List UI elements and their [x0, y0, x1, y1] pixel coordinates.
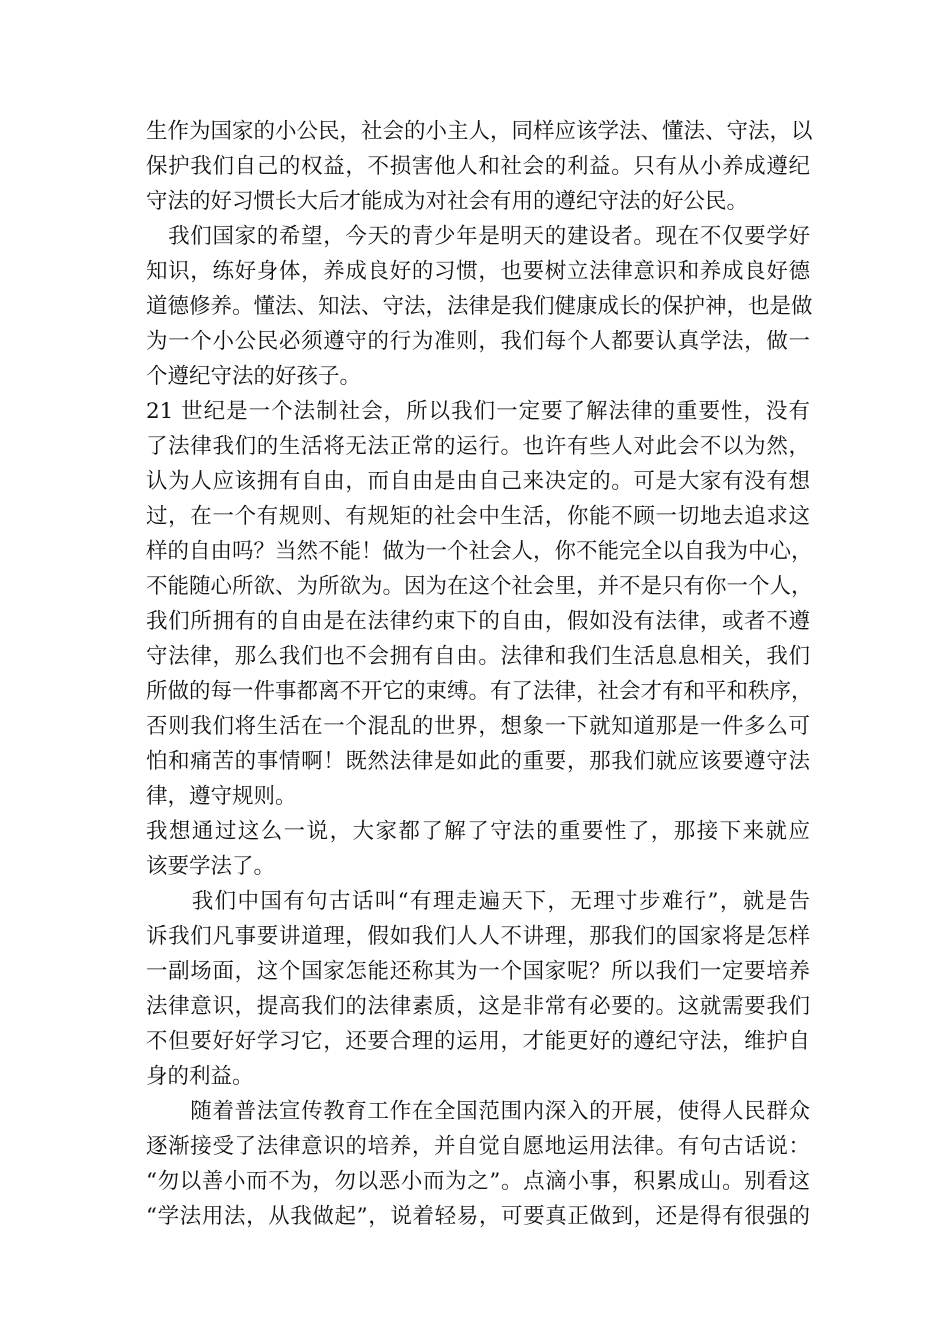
text-line: 知识，练好身体，养成良好的习惯，也要树立法律意识和养成良好德 — [146, 259, 810, 284]
text-line: 保护我们自己的权益，不损害他人和社会的利益。只有从小养成遵纪 — [146, 154, 810, 179]
text-line: “学法用法，从我做起”，说着轻易，可要真正做到，还是得有很强的 — [146, 1204, 810, 1229]
text-line: 我们中国有句古话叫“有理走遍天下，无理寸步难行”，就是告 — [146, 889, 810, 914]
text-line: 该要学法了。 — [146, 854, 276, 879]
text-line: 样的自由吗？当然不能！做为一个社会人，你不能完全以自我为中心， — [146, 539, 813, 564]
text-line: 个遵纪守法的好孩子。 — [146, 364, 362, 389]
text-line: 我想通过这么一说，大家都了解了守法的重要性了，那接下来就应 — [146, 819, 810, 844]
text-line: 道德修养。懂法、知法、守法，法律是我们健康成长的保护神，也是做 — [146, 294, 813, 319]
text-line: 生作为国家的小公民，社会的小主人，同样应该学法、懂法、守法，以 — [146, 119, 813, 144]
text-line: 身的利益。 — [146, 1064, 254, 1089]
text-line: 一副场面，这个国家怎能还称其为一个国家呢？所以我们一定要培养 — [146, 959, 810, 984]
text-line: 随着普法宣传教育工作在全国范围内深入的开展，使得人民群众 — [146, 1099, 810, 1124]
text-line: 为一个小公民必须遵守的行为准则，我们每个人都要认真学法，做一 — [146, 329, 810, 354]
text-line: 法律意识，提高我们的法律素质，这是非常有必要的。这就需要我们 — [146, 994, 810, 1019]
text-line: 否则我们将生活在一个混乱的世界，想象一下就知道那是一件多么可 — [146, 714, 810, 739]
text-line: 认为人应该拥有自由，而自由是由自己来决定的。可是大家有没有想 — [146, 469, 810, 494]
text-line: 了法律我们的生活将无法正常的运行。也许有些人对此会不以为然， — [146, 434, 810, 459]
text-line: 不但要好好学习它，还要合理的运用，才能更好的遵纪守法，维护自 — [146, 1029, 810, 1054]
text-line: 我们所拥有的自由是在法律约束下的自由，假如没有法律，或者不遵 — [146, 609, 810, 634]
text-line: “勿以善小而不为，勿以恶小而为之”。点滴小事，积累成山。别看这 — [146, 1169, 810, 1194]
document-body-text — [146, 114, 813, 1234]
text-line: 诉我们凡事要讲道理，假如我们人人不讲理，那我们的国家将是怎样 — [146, 924, 810, 949]
text-line: 逐渐接受了法律意识的培养，并自觉自愿地运用法律。有句古话说： — [146, 1134, 810, 1159]
text-line: 不能随心所欲、为所欲为。因为在这个社会里，并不是只有你一个人， — [146, 574, 813, 599]
text-line: 21 世纪是一个法制社会，所以我们一定要了解法律的重要性，没有 — [146, 399, 810, 424]
text-line: 我们国家的希望，今天的青少年是明天的建设者。现在不仅要学好 — [146, 224, 810, 249]
text-line: 怕和痛苦的事情啊！既然法律是如此的重要，那我们就应该要遵守法 — [146, 749, 810, 774]
text-line: 守法律，那么我们也不会拥有自由。法律和我们生活息息相关，我们 — [146, 644, 810, 669]
text-line: 所做的每一件事都离不开它的束缚。有了法律，社会才有和平和秩序， — [146, 679, 813, 704]
text-line: 律，遵守规则。 — [146, 784, 297, 809]
text-line: 过，在一个有规则、有规矩的社会中生活，你能不顾一切地去追求这 — [146, 504, 810, 529]
text-line: 守法的好习惯长大后才能成为对社会有用的遵纪守法的好公民。 — [146, 189, 749, 214]
